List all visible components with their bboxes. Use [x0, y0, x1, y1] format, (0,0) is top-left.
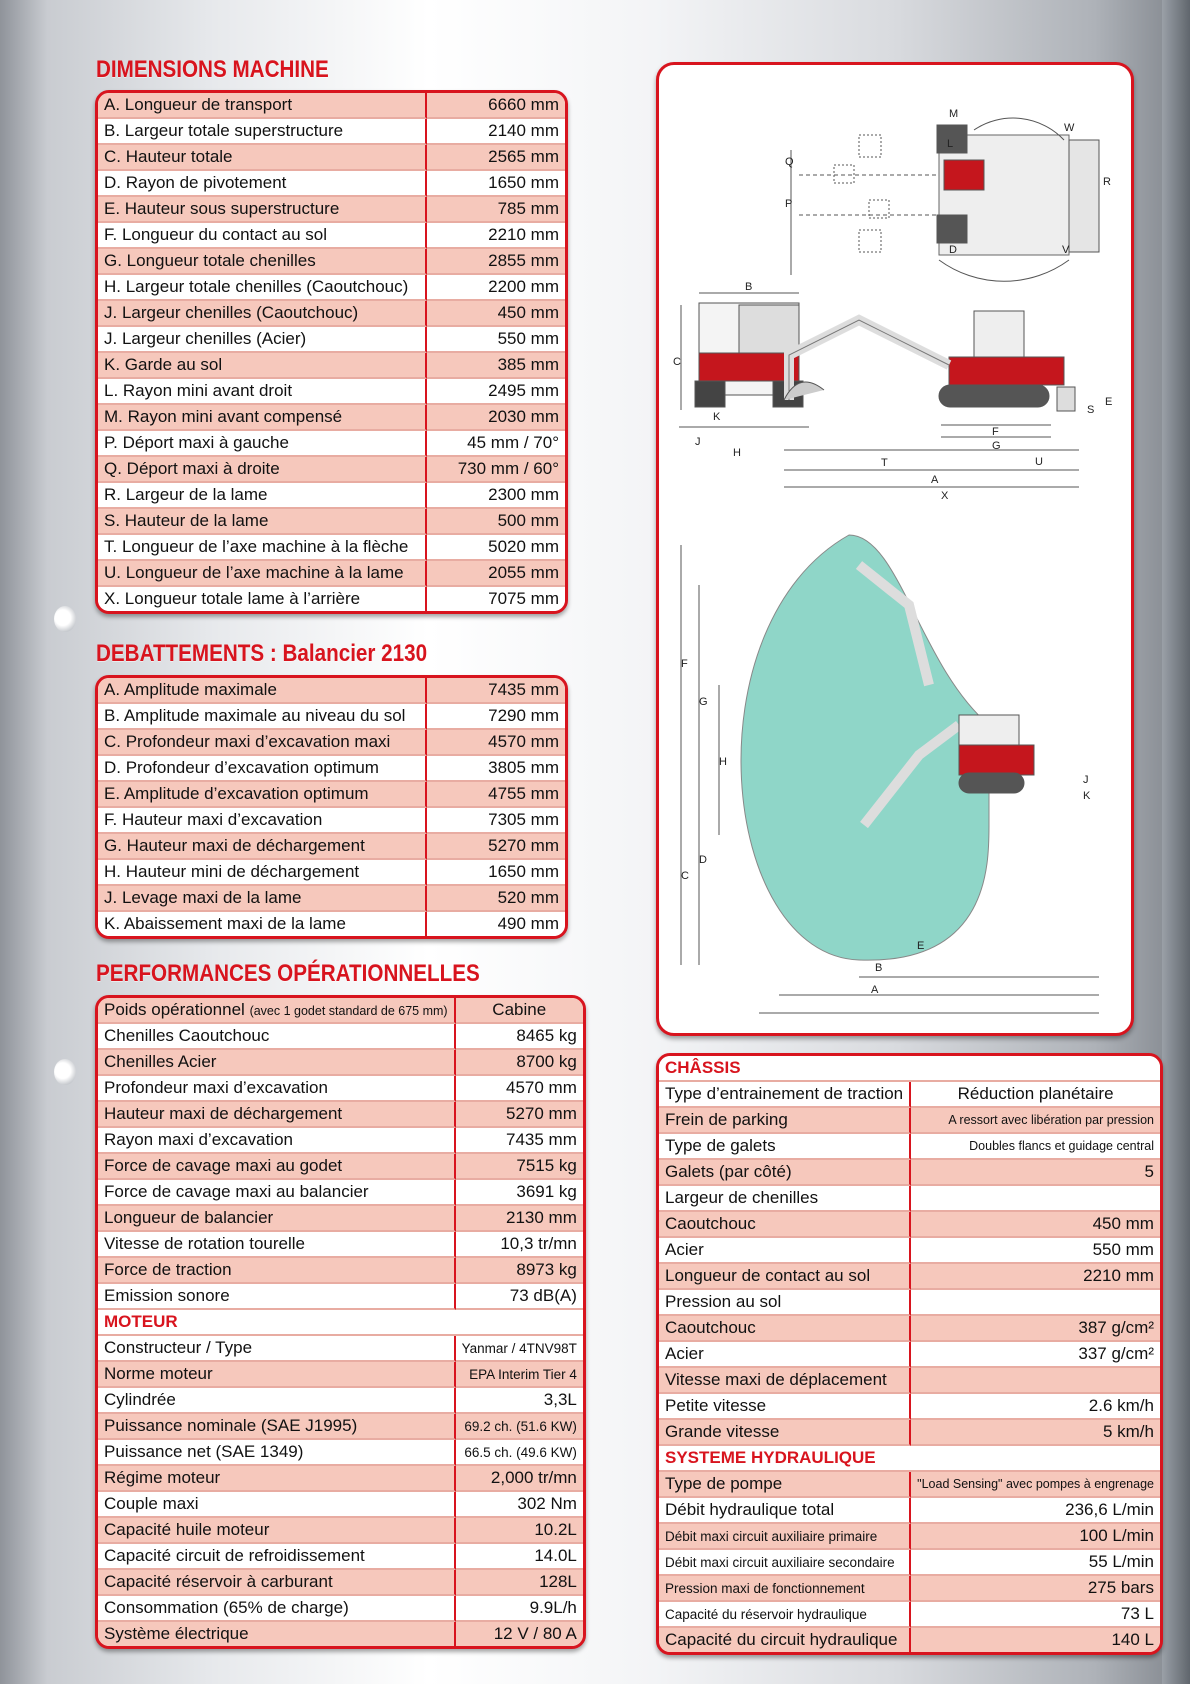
table-row [98, 405, 565, 431]
diagram-label: P [785, 198, 793, 210]
row-value: 387 g/cm² [911, 1316, 1160, 1342]
row-value: 4570 mm [456, 1076, 583, 1102]
row-label: U. Longueur de l’axe machine à la lame [98, 561, 427, 587]
row-label: S. Hauteur de la lame [98, 509, 427, 535]
row-label: E. Hauteur sous superstructure [98, 197, 427, 223]
row-value: 5270 mm [456, 1102, 583, 1128]
row-label: F. Longueur du contact au sol [98, 223, 427, 249]
row-label: K. Garde au sol [98, 353, 427, 379]
row-label: F. Hauteur maxi d’excavation [98, 808, 427, 834]
row-label: H. Hauteur mini de déchargement [98, 860, 427, 886]
row-value: 337 g/cm² [911, 1342, 1160, 1368]
row-label: B. Largeur totale superstructure [98, 119, 427, 145]
binder-hole [54, 1059, 76, 1085]
table-row [98, 171, 565, 197]
row-label: T. Longueur de l’axe machine à la flèche [98, 535, 427, 561]
row-value: 3691 kg [456, 1180, 583, 1206]
row-label: G. Hauteur maxi de déchargement [98, 834, 427, 860]
diagram-label: H [719, 756, 727, 768]
table-row [659, 1368, 1160, 1394]
diagram-label: D [949, 244, 957, 256]
row-value: 550 mm [911, 1238, 1160, 1264]
row-label: Cylindrée [98, 1388, 456, 1414]
table-row [659, 1524, 1160, 1550]
diagram-label: W [1064, 122, 1075, 134]
row-value: 10,3 tr/mn [456, 1232, 583, 1258]
debattements-title: DEBATTEMENTS : Balancier 2130 [96, 640, 428, 667]
row-label: J. Largeur chenilles (Caoutchouc) [98, 301, 427, 327]
table-row [98, 1570, 583, 1596]
row-label: Acier [659, 1238, 911, 1264]
row-label: Norme moteur [98, 1362, 456, 1388]
debattements-table [95, 675, 568, 939]
table-row [98, 275, 565, 301]
diagram-label: G [992, 440, 1001, 452]
table-row [98, 1596, 583, 1622]
row-label: J. Levage maxi de la lame [98, 886, 427, 912]
table-row [98, 1206, 583, 1232]
diagram-label: K [713, 411, 721, 423]
row-label: Débit maxi circuit auxiliaire secondaire [659, 1550, 911, 1576]
row-label: M. Rayon mini avant compensé [98, 405, 427, 431]
row-label: Vitesse maxi de déplacement [659, 1368, 911, 1394]
row-value: 450 mm [427, 301, 565, 327]
table-row [659, 1498, 1160, 1524]
table-row [98, 1232, 583, 1258]
row-label: E. Amplitude d’excavation optimum [98, 782, 427, 808]
row-value: 5270 mm [427, 834, 565, 860]
row-value: 14.0L [456, 1544, 583, 1570]
row-label: Type d’entrainement de traction [659, 1082, 911, 1108]
row-label: Puissance nominale (SAE J1995) [98, 1414, 456, 1440]
table-row [98, 886, 565, 912]
row-label: Q. Déport maxi à droite [98, 457, 427, 483]
row-label: Chenilles Caoutchouc [98, 1024, 456, 1050]
row-label: Système électrique [98, 1622, 456, 1646]
row-label: Profondeur maxi d’excavation [98, 1076, 456, 1102]
row-value: 785 mm [427, 197, 565, 223]
table-row [659, 1628, 1160, 1652]
table-row [98, 1258, 583, 1284]
row-value: Doubles flancs et guidage central [911, 1134, 1160, 1160]
row-value: 4755 mm [427, 782, 565, 808]
row-label: Force de cavage maxi au godet [98, 1154, 456, 1180]
row-value: 7435 mm [456, 1128, 583, 1154]
diagram-label: A [871, 984, 879, 996]
row-value: 2565 mm [427, 145, 565, 171]
row-label: Puissance net (SAE 1349) [98, 1440, 456, 1466]
row-value: 1650 mm [427, 860, 565, 886]
diagram-label: B [875, 962, 883, 974]
table-row [659, 1290, 1160, 1316]
row-label: Régime moteur [98, 1466, 456, 1492]
row-label: Acier [659, 1342, 911, 1368]
table-row [659, 1420, 1160, 1446]
table-row [98, 1336, 583, 1362]
row-value: 730 mm / 60° [427, 457, 565, 483]
row-value: 10.2L [456, 1518, 583, 1544]
header-note: (avec 1 godet standard de 675 mm) [249, 1004, 448, 1018]
machine-diagrams [659, 65, 1131, 1033]
table-row [98, 197, 565, 223]
diagram-label: L [947, 138, 954, 150]
table-row [98, 678, 565, 704]
table-row [659, 1472, 1160, 1498]
row-value: 550 mm [427, 327, 565, 353]
row-label: Couple maxi [98, 1492, 456, 1518]
row-label: Constructeur / Type [98, 1336, 456, 1362]
row-label: Chenilles Acier [98, 1050, 456, 1076]
row-label: Galets (par côté) [659, 1160, 911, 1186]
table-row [659, 1394, 1160, 1420]
row-value: 45 mm / 70° [427, 431, 565, 457]
row-label: A. Longueur de transport [98, 93, 427, 119]
row-value: 7305 mm [427, 808, 565, 834]
row-label: Type de pompe [659, 1472, 911, 1498]
row-value: 2140 mm [427, 119, 565, 145]
row-value: 2.6 km/h [911, 1394, 1160, 1420]
row-label: A. Amplitude maximale [98, 678, 427, 704]
diagram-label: F [681, 658, 688, 670]
table-row [98, 808, 565, 834]
table-row [98, 782, 565, 808]
row-label: R. Largeur de la lame [98, 483, 427, 509]
row-value: 55 L/min [911, 1550, 1160, 1576]
row-value: 7515 kg [456, 1154, 583, 1180]
table-row [659, 1160, 1160, 1186]
table-row [98, 1518, 583, 1544]
diagram-label: D [699, 854, 707, 866]
row-value: 2200 mm [427, 275, 565, 301]
row-value: 73 dB(A) [456, 1284, 583, 1310]
row-value: 2055 mm [427, 561, 565, 587]
table-row [659, 1342, 1160, 1368]
table-row [98, 301, 565, 327]
diagram-label: U [1035, 456, 1043, 468]
table-row [98, 1102, 583, 1128]
row-label: C. Profondeur maxi d’excavation maxi [98, 730, 427, 756]
table-row [98, 379, 565, 405]
table-row [98, 1388, 583, 1414]
row-label: Rayon maxi d’excavation [98, 1128, 456, 1154]
row-label: C. Hauteur totale [98, 145, 427, 171]
table-row [98, 483, 565, 509]
diagram-label: X [941, 490, 949, 502]
row-label: Longueur de contact au sol [659, 1264, 911, 1290]
table-row [98, 860, 565, 886]
row-value: 7290 mm [427, 704, 565, 730]
row-label: B. Amplitude maximale au niveau du sol [98, 704, 427, 730]
diagram-label: H [733, 447, 741, 459]
row-value: 8465 kg [456, 1024, 583, 1050]
diagram-label: E [1105, 396, 1113, 408]
diagram-label: C [673, 356, 681, 368]
table-row [98, 1284, 583, 1310]
table-row [98, 1362, 583, 1388]
row-label: Emission sonore [98, 1284, 456, 1310]
row-value: 1650 mm [427, 171, 565, 197]
table-row [98, 1440, 583, 1466]
table-row [98, 1154, 583, 1180]
row-value: 7075 mm [427, 587, 565, 611]
table-row [98, 93, 565, 119]
row-value: 275 bars [911, 1576, 1160, 1602]
row-label: L. Rayon mini avant droit [98, 379, 427, 405]
row-value: 4570 mm [427, 730, 565, 756]
table-row [98, 431, 565, 457]
row-value [911, 1290, 1160, 1316]
row-label: K. Abaissement maxi de la lame [98, 912, 427, 936]
table-row [659, 1316, 1160, 1342]
table-row [98, 1024, 583, 1050]
row-value: 66.5 ch. (49.6 KW) [456, 1440, 583, 1466]
row-value: Yanmar / 4TNV98T [456, 1336, 583, 1362]
table-row [98, 145, 565, 171]
table-row [659, 1186, 1160, 1212]
chassis-table [656, 1053, 1163, 1655]
dimensions-table [95, 90, 568, 614]
table-row [98, 587, 565, 611]
table-row [98, 509, 565, 535]
diagram-label: Q [785, 156, 794, 168]
dimensions-title: DIMENSIONS MACHINE [96, 56, 329, 83]
table-row [98, 119, 565, 145]
row-label: Hauteur maxi de déchargement [98, 1102, 456, 1128]
row-value: 2130 mm [456, 1206, 583, 1232]
row-label: Longueur de balancier [98, 1206, 456, 1232]
row-value: 385 mm [427, 353, 565, 379]
row-value: 236,6 L/min [911, 1498, 1160, 1524]
diagram-label: C [681, 870, 689, 882]
row-value: 2,000 tr/mn [456, 1466, 583, 1492]
header-label-cell [98, 998, 456, 1024]
row-value: 2030 mm [427, 405, 565, 431]
row-value: 5 [911, 1160, 1160, 1186]
row-value: 100 L/min [911, 1524, 1160, 1550]
diagram-label: K [1083, 790, 1091, 802]
table-row [98, 834, 565, 860]
row-value: 500 mm [427, 509, 565, 535]
binder-hole [54, 606, 76, 632]
diagram-label: R [1103, 176, 1111, 188]
table-row [659, 1082, 1160, 1108]
table-row [98, 1180, 583, 1206]
table-row [98, 1466, 583, 1492]
row-label: D. Profondeur d’excavation optimum [98, 756, 427, 782]
table-row [659, 1602, 1160, 1628]
row-label: G. Longueur totale chenilles [98, 249, 427, 275]
row-label: Capacité circuit de refroidissement [98, 1544, 456, 1570]
row-label: Capacité du circuit hydraulique [659, 1628, 911, 1652]
row-value: 6660 mm [427, 93, 565, 119]
row-value: 2210 mm [911, 1264, 1160, 1290]
diagram-label: B [745, 281, 753, 293]
row-value: 140 L [911, 1628, 1160, 1652]
table-row [98, 1128, 583, 1154]
row-value: EPA Interim Tier 4 [456, 1362, 583, 1388]
machine-diagram-panel [656, 62, 1134, 1036]
diagram-label: S [1087, 404, 1095, 416]
section-row [98, 1310, 583, 1336]
row-label: Petite vitesse [659, 1394, 911, 1420]
section-title: SYSTEME HYDRAULIQUE [659, 1446, 1160, 1472]
table-row [98, 223, 565, 249]
row-value: A ressort avec libération par pression [911, 1108, 1160, 1134]
table-row [98, 1076, 583, 1102]
table-row [98, 1622, 583, 1646]
row-label: Vitesse de rotation tourelle [98, 1232, 456, 1258]
section-row [659, 1056, 1160, 1082]
row-label: P. Déport maxi à gauche [98, 431, 427, 457]
table-row [98, 249, 565, 275]
table-row [98, 1050, 583, 1076]
row-label: X. Longueur totale lame à l’arrière [98, 587, 427, 611]
row-value: 520 mm [427, 886, 565, 912]
diagram-label: T [881, 457, 888, 469]
row-value: 7435 mm [427, 678, 565, 704]
row-value: 3,3L [456, 1388, 583, 1414]
row-value: 450 mm [911, 1212, 1160, 1238]
row-label: Consommation (65% de charge) [98, 1596, 456, 1622]
table-row [659, 1238, 1160, 1264]
row-label: J. Largeur chenilles (Acier) [98, 327, 427, 353]
row-value [911, 1186, 1160, 1212]
row-value: 302 Nm [456, 1492, 583, 1518]
row-label: Capacité du réservoir hydraulique [659, 1602, 911, 1628]
table-row [98, 327, 565, 353]
table-row [98, 912, 565, 936]
row-value: 2210 mm [427, 223, 565, 249]
table-row [98, 730, 565, 756]
section-row [659, 1446, 1160, 1472]
table-row [659, 1212, 1160, 1238]
performances-title: PERFORMANCES OPÉRATIONNELLES [96, 960, 480, 987]
row-label: Débit maxi circuit auxiliaire primaire [659, 1524, 911, 1550]
table-row [659, 1576, 1160, 1602]
table-row [98, 561, 565, 587]
row-label: D. Rayon de pivotement [98, 171, 427, 197]
table-row [659, 1550, 1160, 1576]
table-row [98, 535, 565, 561]
row-value: Réduction planétaire [911, 1082, 1160, 1108]
section-title: MOTEUR [98, 1310, 583, 1336]
row-value: 69.2 ch. (51.6 KW) [456, 1414, 583, 1440]
diagram-label: V [1062, 244, 1070, 256]
header-label: Poids opérationnel [104, 1000, 245, 1019]
row-label: Largeur de chenilles [659, 1186, 911, 1212]
row-label: Capacité réservoir à carburant [98, 1570, 456, 1596]
row-label: Débit hydraulique total [659, 1498, 911, 1524]
row-value: 2300 mm [427, 483, 565, 509]
diagram-label: J [695, 436, 701, 448]
table-row [98, 756, 565, 782]
section-title: CHÂSSIS [659, 1056, 1160, 1082]
row-label: Pression au sol [659, 1290, 911, 1316]
row-label: Frein de parking [659, 1108, 911, 1134]
table-row [659, 1264, 1160, 1290]
diagram-label: A [931, 474, 939, 486]
row-label: Force de traction [98, 1258, 456, 1284]
table-row [98, 1414, 583, 1440]
row-value: 8973 kg [456, 1258, 583, 1284]
header-value: Cabine [456, 998, 583, 1024]
row-label: Type de galets [659, 1134, 911, 1160]
row-value: 490 mm [427, 912, 565, 936]
diagram-label: J [1083, 774, 1089, 786]
table-row [98, 353, 565, 379]
row-value: 3805 mm [427, 756, 565, 782]
row-value [911, 1368, 1160, 1394]
row-label: Caoutchouc [659, 1212, 911, 1238]
row-value: 9.9L/h [456, 1596, 583, 1622]
row-value: 73 L [911, 1602, 1160, 1628]
row-label: Capacité huile moteur [98, 1518, 456, 1544]
row-value: 2495 mm [427, 379, 565, 405]
row-value: 2855 mm [427, 249, 565, 275]
row-value: 12 V / 80 A [456, 1622, 583, 1646]
table-row [659, 1108, 1160, 1134]
diagram-label: E [917, 940, 925, 952]
diagram-label: M [949, 108, 959, 120]
page-edge [1162, 0, 1190, 1684]
performances-table [95, 995, 586, 1649]
table-header-row [98, 998, 583, 1024]
row-value: 5020 mm [427, 535, 565, 561]
row-value: 5 km/h [911, 1420, 1160, 1446]
table-row [98, 1492, 583, 1518]
row-label: Force de cavage maxi au balancier [98, 1180, 456, 1206]
diagram-label: G [699, 696, 708, 708]
row-value: 8700 kg [456, 1050, 583, 1076]
table-row [98, 1544, 583, 1570]
row-label: Pression maxi de fonctionnement [659, 1576, 911, 1602]
diagram-label: F [992, 426, 999, 438]
table-row [98, 704, 565, 730]
row-label: Grande vitesse [659, 1420, 911, 1446]
row-value: "Load Sensing" avec pompes à engrenage [911, 1472, 1160, 1498]
row-value: 128L [456, 1570, 583, 1596]
row-label: Caoutchouc [659, 1316, 911, 1342]
table-row [98, 457, 565, 483]
table-row [659, 1134, 1160, 1160]
row-label: H. Largeur totale chenilles (Caoutchouc) [98, 275, 427, 301]
